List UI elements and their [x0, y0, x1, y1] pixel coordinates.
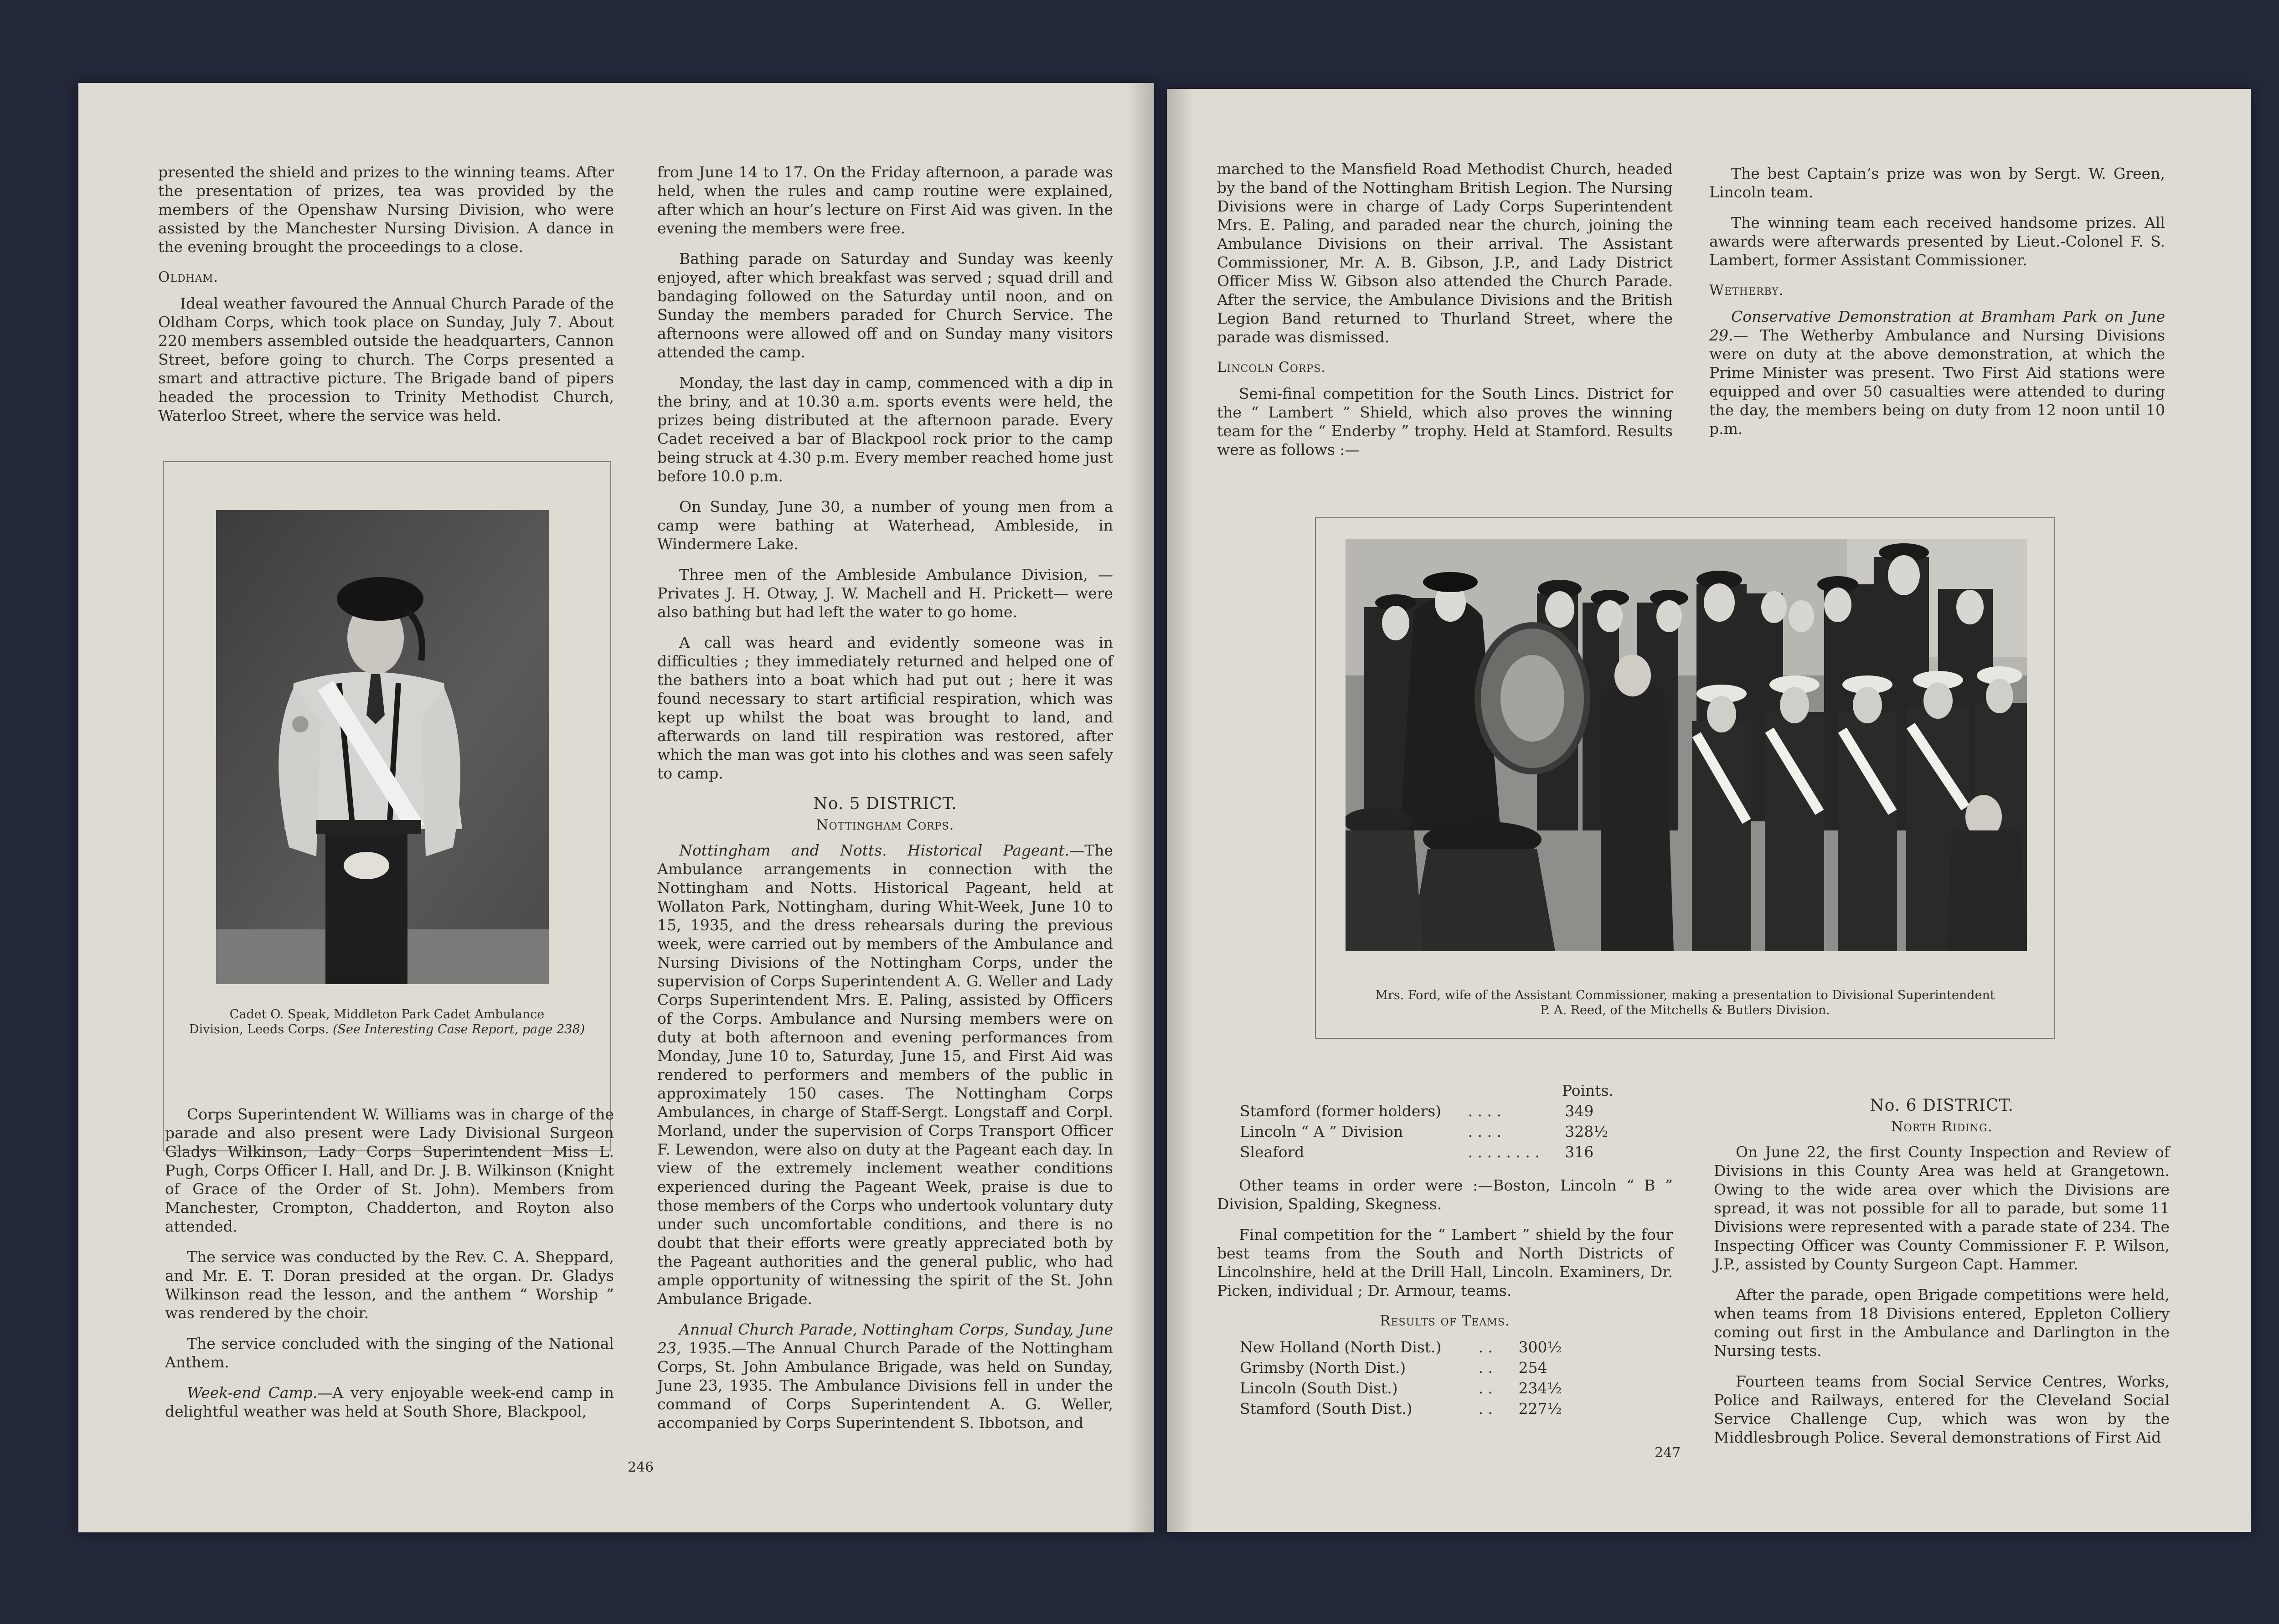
wetherby-text: — The Wetherby Ambulance and Nursing Divisions were on duty at the above demonstration, at which the Prime Minister was present. Two First Aid stations were equipped and over 50 casualties were attended to during the day, the members being on duty from 12 noon until 10 p.m.: [1709, 326, 2165, 438]
presentation-photo-caption: [1334, 988, 2036, 1018]
presentation-photo: [1346, 539, 2027, 951]
weekend-camp-text: —A very enjoyable week-end camp in delightful weather was held at South Shore, Blackpool,: [165, 1384, 614, 1420]
church-parade-text: 1935.—The Annual Church Parade of the Nottingham Corps, St. John Ambulance Brigade, was held on Sunday, June 23, 1935. The Ambulance Divisions fell in under the command of Corps Superintendent A. G. Weller, accompanied by Corps Superintendent S. Ibbotson, and: [657, 1339, 1113, 1432]
leader-dots: . .: [1478, 1400, 1493, 1418]
team-points: 227½: [1518, 1400, 1562, 1418]
right-column-2-bottom: [1714, 1087, 2170, 1459]
final-results-table: [1240, 1337, 1568, 1419]
team-name: Sleaford: [1240, 1143, 1304, 1161]
right-page: [1167, 89, 2251, 1532]
paragraph: marched to the Mansfield Road Methodist Church, headed by the band of the Nottingham British Legion. The Nursing Divisions were in charge of Lady Corps Superintendent Mrs. E. Paling, and paraded near the church, joining the Ambulance Divisions on their arrival. The Assistant Commissioner, Mr. A. B. Gibson, J.P., and Lady District Officer Miss W. Gibson also attended the Church Parade. After the service, the Ambulance Divisions and the British Legion Band returned to Thurland Street, where the parade was dismissed.: [1217, 160, 1673, 346]
caption-line: [182, 1022, 592, 1037]
page-number-right: 247: [1655, 1445, 1681, 1461]
leader-dots: . .: [1478, 1379, 1493, 1397]
church-parade-lead: Annual Church Parade, Nottingham Corps, Sunday, June 23,: [657, 1320, 1113, 1357]
team-points: 300½: [1518, 1338, 1562, 1356]
paragraph-oldham: Ideal weather favoured the Annual Church Parade of the Oldham Corps, which took place on Sunday, July 7. About 220 members assembled outside the headquarters, Cannon Street, before going to church. The Corps presented a smart and attractive picture. The Brigade band of pipers headed the procession to Trinity Methodist Church, Waterloo Street, where the service was held.: [158, 294, 614, 424]
left-column-1-bottom: [165, 1105, 614, 1433]
caption-reference: (See Interesting Case Report, page 238): [333, 1022, 585, 1036]
caption-line: P. A. Reed, of the Mitchells & Butlers Division.: [1540, 1003, 1830, 1017]
caption-text: Division, Leeds Corps.: [189, 1022, 329, 1036]
figure-presentation: [1315, 517, 2055, 1039]
paragraph-other-teams: Other teams in order were :—Boston, Lincoln “ B ” Division, Spalding, Skegness.: [1217, 1176, 1673, 1213]
paragraph-church-parade: [657, 1320, 1113, 1432]
page-number-left: 246: [628, 1459, 654, 1475]
right-column-1-bottom: [1217, 1080, 1673, 1419]
team-name: Lincoln (South Dist.): [1240, 1379, 1398, 1397]
pageant-lead: Nottingham and Notts. Historical Pageant.: [679, 841, 1070, 859]
right-column-1: [1217, 160, 1673, 471]
caption-line: Cadet O. Speak, Middleton Park Cadet Ambulance: [229, 1007, 545, 1021]
district-5-subheading: Nottingham Corps.: [816, 817, 954, 833]
table-row: [1240, 1121, 1614, 1142]
leader-dots: . .: [1478, 1338, 1493, 1356]
section-heading-oldham: Oldham.: [158, 269, 219, 285]
team-points: 234½: [1518, 1379, 1562, 1397]
cadet-photo-caption: [182, 1007, 592, 1037]
wetherby-lead: Conservative Demonstration at Bramham Park on June 29.: [1709, 308, 2165, 344]
paragraph: The best Captain’s prize was won by Sergt. W. Green, Lincoln team.: [1709, 165, 2165, 201]
paragraph-final-competition: Final competition for the “ Lambert ” shield by the four best teams from the South and North Districts of Lincolnshire, held at the Drill Hall, Lincoln. Examiners, Dr. Picken, individual ; Dr. Armour, teams.: [1217, 1226, 1673, 1299]
right-column-2: [1709, 164, 2165, 450]
team-name: Stamford (former holders): [1240, 1102, 1442, 1120]
paragraph: Bathing parade on Saturday and Sunday was keenly enjoyed, after which breakfast was served ; squad drill and bandaging followed on the Saturday until noon, and on Sunday the members paraded for Church Service. The afternoons were allowed off and on Sunday many visitors attended the camp.: [657, 250, 1113, 361]
team-name: Lincoln “ A ” Division: [1240, 1123, 1403, 1140]
results-heading: Results of Teams.: [1380, 1313, 1510, 1329]
paragraph: On June 22, the first County Inspection and Review of Divisions in this County Area was held at Grangetown. Owing to the wide area over which the Divisions are spread, it was not possible for all to parade, but some 11 Divisions were represented with a parade state of 234. The Inspecting Officer was County Commissioner F. P. Wilson, J.P., assisted by County Surgeon Capt. Hammer.: [1714, 1143, 2170, 1273]
table-row: [1240, 1398, 1568, 1419]
cadet-photo: [216, 510, 549, 984]
district-6-heading: No. 6 DISTRICT.: [1870, 1096, 2014, 1115]
paragraph: from June 14 to 17. On the Friday afternoon, a parade was held, when the rules and camp routine were explained, after which an hour’s lecture on First Aid was given. In the evening the members were free.: [657, 163, 1113, 237]
paragraph: After the parade, open Brigade competitions were held, when teams from 18 Divisions entered, Eppleton Colliery coming out first in the Ambulance and Darlington in the Nursing tests.: [1714, 1286, 2170, 1360]
leader-dots: . . . .: [1468, 1102, 1501, 1120]
table-row: [1240, 1378, 1568, 1398]
paragraph: Fourteen teams from Social Service Centres, Works, Police and Railways, entered for the Cleveland Social Service Challenge Cup, which was won by the Middlesbrough Police. Several demonstrations of First Aid: [1714, 1372, 2170, 1446]
stamford-results-table: [1240, 1080, 1614, 1162]
paragraph: The service concluded with the singing of the National Anthem.: [165, 1335, 614, 1371]
district-6-subheading: North Riding.: [1891, 1119, 1993, 1135]
points-header: Points.: [1562, 1082, 1614, 1099]
paragraph: A call was heard and evidently someone was in difficulties ; they immediately returned and helped one of the bathers into a boat which had put out ; here it was found necessary to start artificial respiration, which was kept up whilst the boat was brought to land, and afterwards on land till respiration was restored, after which the man was got into his clothes and was seen safely to camp.: [657, 634, 1113, 782]
leader-dots: . .: [1478, 1359, 1493, 1377]
section-heading-wetherby: Wetherby.: [1709, 282, 1784, 299]
pageant-text: —The Ambulance arrangements in connection with the Nottingham and Notts. Historical Pageant, held at Wollaton Park, Nottingham, during Whit-Week, June 10 to 15, 1935, and the dress rehearsals during the previous week, were carried out by members of the Ambulance and Nursing Divisions of the Nottingham Corps, under the supervision of Corps Superintendent A. G. Weller and Lady Corps Superintendent Mrs. E. Paling, assisted by Officers of the Corps. Ambulance and Nursing members were on duty at both afternoon and evening performances from Monday, June 10 to, Saturday, June 15, and First Aid was rendered to performers and members of the public in approximately 150 cases. The Nottingham Corps Ambulances, in charge of Staff-Sergt. Longstaff and Corpl. Morland, under the supervision of Corps Transport Officer F. Lewendon, were also on duty at the Pageant each day. In view of the extremely inclement weather conditions experienced during the Pageant Week, praise is due to those members of the Corps who undertook voluntary duty under such uncomfortable conditions, and there is no doubt that their efforts were greatly appreciated both by the Pageant authorities and the general public, who had ample opportunity of witnessing the spirit of the St. John Ambulance Brigade.: [657, 841, 1113, 1308]
paragraph: Corps Superintendent W. Williams was in charge of the parade and also present were Lady Divisional Surgeon Gladys Wilkinson, Lady Corps Superintendent Miss L. Pugh, Corps Officer I. Hall, and Dr. J. B. Wilkinson (Knight of Grace of the Order of St. John). Members from Manchester, Crompton, Chadderton, and Royton also attended.: [165, 1105, 614, 1235]
leader-dots: . . . .: [1468, 1123, 1501, 1140]
table-row: [1240, 1337, 1568, 1357]
team-points: 349: [1565, 1102, 1594, 1120]
paragraph: Monday, the last day in camp, commenced with a dip in the briny, and at 10.30 a.m. sports events were held, the prizes being distributed at the afternoon parade. Every Cadet received a bar of Blackpool rock prior to the camp being struck at 4.30 p.m. Every member reached home just before 10.0 p.m.: [657, 374, 1113, 485]
table-row: [1240, 1357, 1568, 1378]
paragraph-lincoln: Semi-final competition for the South Lincs. District for the “ Lambert ” Shield, which also proves the winning team for the “ Enderby ” trophy. Held at Stamford. Results were as follows :—: [1217, 385, 1673, 459]
district-5-heading: No. 5 DISTRICT.: [813, 794, 957, 813]
leader-dots: . . . . . . . .: [1468, 1143, 1540, 1161]
paragraph: presented the shield and prizes to the winning teams. After the presentation of prizes, tea was provided by the members of the Openshaw Nursing Division, who were assisted by the Manchester Nursing Division. A dance in the evening brought the proceedings to a close.: [158, 163, 614, 256]
paragraph: The winning team each received handsome prizes. All awards were afterwards presented by Lieut.-Colonel F. S. Lambert, former Assistant Commissioner.: [1709, 214, 2165, 269]
paragraph-pageant: [657, 841, 1113, 1308]
table-row: [1240, 1142, 1614, 1162]
paragraph-weekend-camp: [165, 1383, 614, 1421]
cadet-photo-illustration: [216, 510, 549, 984]
weekend-camp-lead: Week-end Camp.: [187, 1384, 318, 1402]
team-name: Stamford (South Dist.): [1240, 1400, 1413, 1418]
paragraph: Three men of the Ambleside Ambulance Division, — Privates J. H. Otway, J. W. Machell and H. Prickett— were also bathing but had left the water to go home.: [657, 566, 1113, 621]
paragraph: On Sunday, June 30, a number of young men from a camp were bathing at Waterhead, Ambleside, in Windermere Lake.: [657, 498, 1113, 553]
caption-line: Mrs. Ford, wife of the Assistant Commissioner, making a presentation to Divisional Superintendent: [1375, 988, 1995, 1002]
left-page: [78, 83, 1154, 1532]
left-column-1: [158, 163, 614, 437]
paragraph-wetherby: [1709, 307, 2165, 438]
team-points: 254: [1518, 1359, 1547, 1377]
presentation-photo-illustration: [1346, 539, 2027, 951]
section-heading-lincoln: Lincoln Corps.: [1217, 359, 1326, 376]
figure-cadet: [163, 461, 611, 1151]
team-name: Grimsby (North Dist.): [1240, 1359, 1406, 1377]
team-points: 328½: [1565, 1123, 1609, 1140]
left-column-2: [657, 163, 1113, 1444]
team-points: 316: [1565, 1143, 1594, 1161]
paragraph: The service was conducted by the Rev. C. A. Sheppard, and Mr. E. T. Doran presided at the organ. Dr. Gladys Wilkinson read the lesson, and the anthem “ Worship ” was rendered by the choir.: [165, 1248, 614, 1322]
table-header-row: [1240, 1080, 1614, 1101]
team-name: New Holland (North Dist.): [1240, 1338, 1442, 1356]
table-row: [1240, 1101, 1614, 1121]
